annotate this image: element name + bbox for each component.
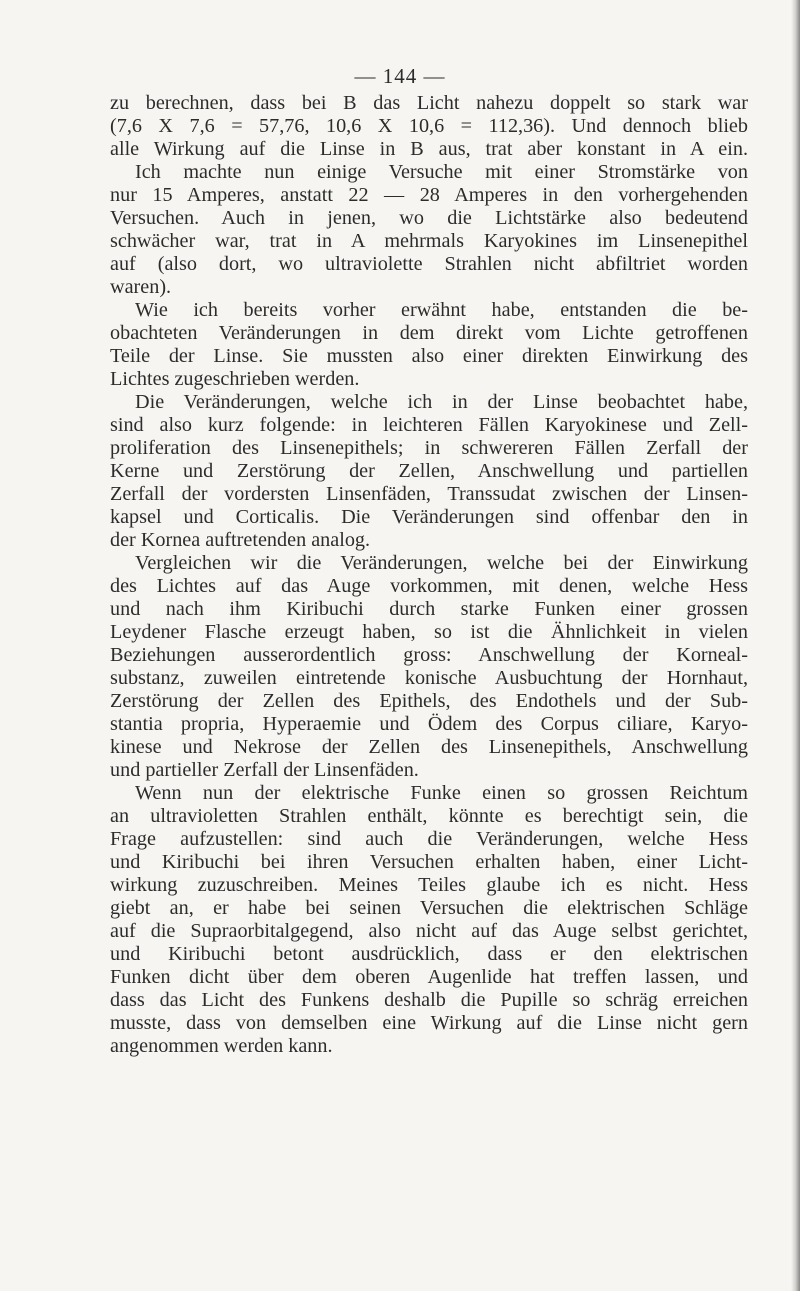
text-line: an ultravioletten Strahlen enthält, könnte es berechtigt sein, die <box>110 805 748 827</box>
text-line: nur 15 Amperes, anstatt 22 — 28 Amperes in den vorhergehenden <box>110 184 748 206</box>
text-line: wirkung zuzuschreiben. Meines Teiles glaube ich es nicht. Hess <box>110 874 748 896</box>
text-line: auf (also dort, wo ultraviolette Strahlen nicht abfiltriet worden <box>110 253 748 275</box>
text-line: Die Veränderungen, welche ich in der Linse beobachtet habe, <box>135 391 748 413</box>
text-line: Zerstörung der Zellen des Epithels, des Endothels und der Sub- <box>110 690 748 712</box>
text-line: Frage aufzustellen: sind auch die Veränderungen, welche Hess <box>110 828 748 850</box>
text-line: auf die Supraorbitalgegend, also nicht auf das Auge selbst gerichtet, <box>110 920 748 942</box>
text-line: giebt an, er habe bei seinen Versuchen die elektrischen Schläge <box>110 897 748 919</box>
page-number: — 144 — <box>354 64 446 88</box>
text-line: substanz, zuweilen eintretende konische Ausbuchtung der Hornhaut, <box>110 667 748 689</box>
text-line: der Kornea auftretenden analog. <box>110 529 371 551</box>
text-line: (7,6 X 7,6 = 57,76, 10,6 X 10,6 = 112,36). Und dennoch blieb <box>110 115 748 137</box>
text-line: Kerne und Zerstörung der Zellen, Anschwellung und partiellen <box>110 460 748 482</box>
text-line: proliferation des Linsenepithels; in schwereren Fällen Zerfall der <box>110 437 748 459</box>
text-line: Wie ich bereits vorher erwähnt habe, entstanden die be- <box>135 299 748 321</box>
text-line: kapsel und Corticalis. Die Veränderungen sind offenbar den in <box>110 506 748 528</box>
text-line: und Kiribuchi betont ausdrücklich, dass er den elektrischen <box>110 943 748 965</box>
text-line: Vergleichen wir die Veränderungen, welche bei der Einwirkung <box>135 552 748 574</box>
text-line: Teile der Linse. Sie mussten also einer direkten Einwirkung des <box>110 345 748 367</box>
text-line: musste, dass von demselben eine Wirkung auf die Linse nicht gern <box>110 1012 748 1034</box>
body-text <box>110 92 748 1058</box>
text-line: Beziehungen ausserordentlich gross: Anschwellung der Korneal- <box>110 644 748 666</box>
text-line: sind also kurz folgende: in leichteren Fällen Karyokinese und Zell- <box>110 414 748 436</box>
text-line: kinese und Nekrose der Zellen des Linsenepithels, Anschwellung <box>110 736 748 758</box>
text-line: obachteten Veränderungen in dem direkt vom Lichte getroffenen <box>110 322 748 344</box>
text-line: und Kiribuchi bei ihren Versuchen erhalten haben, einer Licht- <box>110 851 748 873</box>
page-edge-shadow <box>791 0 800 1291</box>
text-line: Leydener Flasche erzeugt haben, so ist die Ähnlichkeit in vielen <box>110 621 748 643</box>
text-line: zu berechnen, dass bei B das Licht nahezu doppelt so stark war <box>110 92 748 114</box>
text-line: schwächer war, trat in A mehrmals Karyokines im Linsenepithel <box>110 230 748 252</box>
text-line: alle Wirkung auf die Linse in B aus, trat aber konstant in A ein. <box>110 138 748 160</box>
text-line: Wenn nun der elektrische Funke einen so grossen Reichtum <box>135 782 748 804</box>
text-line: waren). <box>110 276 172 298</box>
text-line: und partieller Zerfall der Linsenfäden. <box>110 759 419 781</box>
text-line: und nach ihm Kiribuchi durch starke Funken einer grossen <box>110 598 748 620</box>
text-line: dass das Licht des Funkens deshalb die Pupille so schräg erreichen <box>110 989 748 1011</box>
text-line: Ich machte nun einige Versuche mit einer Stromstärke von <box>135 161 748 183</box>
text-line: Zerfall der vordersten Linsenfäden, Transsudat zwischen der Linsen- <box>110 483 748 505</box>
text-line: Funken dicht über dem oberen Augenlide hat treffen lassen, und <box>110 966 748 988</box>
text-line: stantia propria, Hyperaemie und Ödem des Corpus ciliare, Karyo- <box>110 713 748 735</box>
text-line: Lichtes zugeschrieben werden. <box>110 368 360 390</box>
text-line: angenommen werden kann. <box>110 1035 333 1057</box>
text-line: Versuchen. Auch in jenen, wo die Lichtstärke also bedeutend <box>110 207 748 229</box>
text-line: des Lichtes auf das Auge vorkommen, mit denen, welche Hess <box>110 575 748 597</box>
